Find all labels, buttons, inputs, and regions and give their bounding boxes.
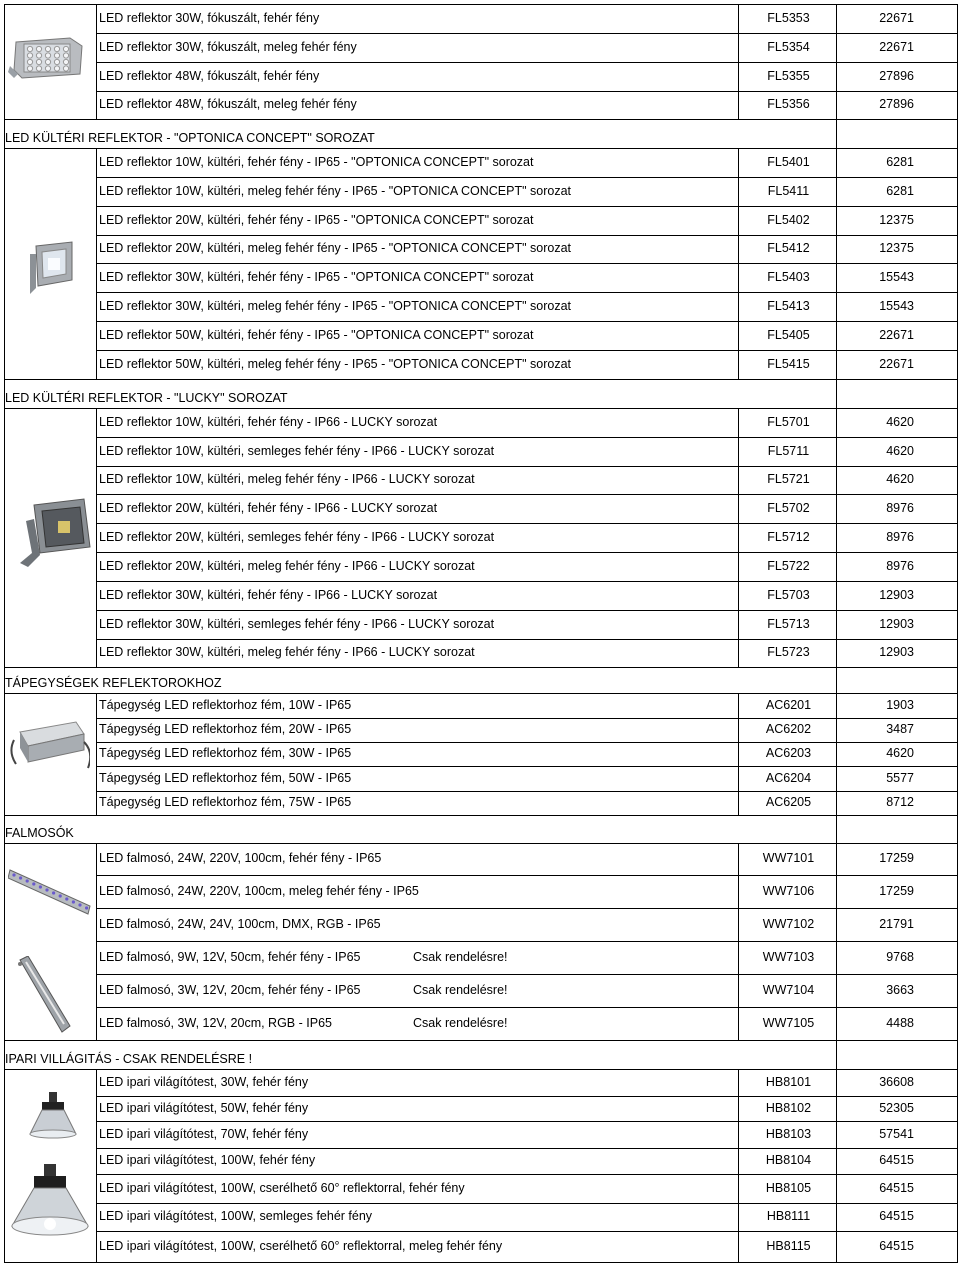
grid-line	[957, 148, 958, 380]
product-code: WW7106	[762, 884, 815, 898]
product-description: LED reflektor 30W, fókuszált, fehér fény	[99, 11, 320, 25]
product-description: LED falmosó, 24W, 220V, 100cm, meleg fehér fény - IP65	[99, 884, 419, 898]
product-price: 4488	[886, 1016, 914, 1030]
grid-line	[96, 437, 958, 438]
grid-line	[4, 119, 958, 120]
grid-line	[96, 693, 97, 816]
grid-line	[957, 408, 958, 668]
grid-line	[96, 177, 958, 178]
product-description: LED reflektor 48W, fókuszált, meleg fehér fény	[99, 97, 357, 111]
product-code: FL5413	[767, 299, 810, 313]
grid-line	[957, 1040, 958, 1070]
product-description: LED falmosó, 24W, 220V, 100cm, fehér fény - IP65	[99, 851, 382, 865]
product-code: AC6202	[765, 722, 812, 736]
grid-line	[96, 766, 958, 767]
product-price: 3663	[886, 983, 914, 997]
grid-line	[96, 639, 958, 640]
grid-line	[957, 379, 958, 409]
grid-line	[957, 119, 958, 149]
product-price: 6281	[886, 155, 914, 169]
grid-line	[738, 148, 739, 380]
product-description: LED ipari világítótest, 50W, fehér fény	[99, 1101, 309, 1115]
grid-line	[96, 148, 97, 380]
product-code: FL5703	[767, 588, 810, 602]
grid-line	[96, 1203, 958, 1204]
product-price: 22671	[879, 11, 914, 25]
product-description: LED ipari világítótest, 70W, fehér fény	[99, 1127, 309, 1141]
product-code: FL5701	[767, 415, 810, 429]
product-description: LED reflektor 10W, kültéri, semleges fehér fény - IP66 - LUCKY sorozat	[99, 444, 495, 458]
product-price: 8976	[886, 559, 914, 573]
product-description: LED reflektor 20W, kültéri, fehér fény - IP65 - "OPTONICA CONCEPT" sorozat	[99, 213, 534, 227]
grid-line	[4, 408, 958, 409]
grid-line	[96, 941, 958, 942]
product-code: WW7103	[762, 950, 815, 964]
grid-line	[96, 581, 958, 582]
product-description: LED ipari világítótest, 100W, cserélhető 60° reflektorral, fehér fény	[99, 1181, 465, 1195]
product-code: HB8102	[765, 1101, 812, 1115]
product-code: WW7101	[762, 851, 815, 865]
product-price: 12375	[879, 241, 914, 255]
power-supply-image	[10, 712, 90, 774]
grid-line	[738, 843, 739, 1041]
product-description: LED ipari világítótest, 100W, fehér fény	[99, 1153, 316, 1167]
product-price: 21791	[879, 917, 914, 931]
product-description: LED falmosó, 3W, 12V, 20cm, fehér fény - IP65	[99, 983, 361, 997]
grid-line	[96, 552, 958, 553]
product-code: FL5713	[767, 617, 810, 631]
grid-line	[4, 1069, 958, 1070]
product-description: LED reflektor 30W, kültéri, meleg fehér fény - IP65 - "OPTONICA CONCEPT" sorozat	[99, 299, 571, 313]
floodlight-image	[8, 34, 88, 80]
grid-line	[96, 235, 958, 236]
grid-line	[96, 742, 958, 743]
product-code: AC6203	[765, 746, 812, 760]
product-description: LED reflektor 30W, fókuszált, meleg fehér fény	[99, 40, 357, 54]
product-code: HB8103	[765, 1127, 812, 1141]
product-price: 27896	[879, 69, 914, 83]
product-code: HB8115	[766, 1239, 811, 1253]
grid-line	[96, 206, 958, 207]
product-description: LED reflektor 48W, fókuszált, fehér fény	[99, 69, 320, 83]
grid-line	[836, 379, 837, 409]
product-code: FL5405	[767, 328, 810, 342]
product-price: 8976	[886, 501, 914, 515]
product-price: 22671	[879, 40, 914, 54]
product-description: LED ipari világítótest, 100W, cserélhető 60° reflektorral, meleg fehér fény	[99, 1239, 503, 1253]
product-price: 4620	[886, 472, 914, 486]
product-description: Tápegység LED reflektorhoz fém, 50W - IP65	[99, 771, 352, 785]
product-code: HB8104	[765, 1153, 812, 1167]
wall-washer-image	[16, 956, 74, 1036]
product-code: FL5412	[767, 241, 810, 255]
product-code: WW7104	[762, 983, 815, 997]
grid-line	[96, 263, 958, 264]
grid-line	[4, 693, 958, 694]
product-description: LED reflektor 30W, kültéri, semleges fehér fény - IP66 - LUCKY sorozat	[99, 617, 495, 631]
grid-line	[96, 408, 97, 668]
product-code: FL5702	[767, 501, 810, 515]
product-description: Tápegység LED reflektorhoz fém, 30W - IP65	[99, 746, 352, 760]
grid-line	[96, 791, 958, 792]
grid-line	[4, 379, 958, 380]
floodlight-image	[14, 497, 94, 573]
order-note: Csak rendelésre!	[413, 950, 508, 964]
product-description: Tápegység LED reflektorhoz fém, 10W - IP65	[99, 698, 352, 712]
grid-line	[96, 718, 958, 719]
product-description: LED ipari világítótest, 100W, semleges fehér fény	[99, 1209, 373, 1223]
product-code: FL5411	[767, 184, 810, 198]
product-price: 64515	[879, 1153, 914, 1167]
product-price: 15543	[879, 270, 914, 284]
grid-line	[4, 843, 5, 1041]
product-code: FL5712	[767, 530, 810, 544]
product-price: 12903	[879, 617, 914, 631]
section-title: TÁPEGYSÉGEK REFLEKTOROKHOZ	[5, 676, 222, 690]
grid-line	[96, 1174, 958, 1175]
grid-line	[96, 523, 958, 524]
product-code: FL5353	[767, 11, 810, 25]
product-price: 64515	[879, 1209, 914, 1223]
product-price: 12903	[879, 588, 914, 602]
product-price: 12375	[879, 213, 914, 227]
grid-line	[4, 693, 5, 816]
grid-line	[96, 292, 958, 293]
product-code: FL5356	[767, 97, 810, 111]
grid-line	[4, 1069, 5, 1263]
product-price: 8976	[886, 530, 914, 544]
product-price: 8712	[886, 795, 914, 809]
product-code: AC6204	[765, 771, 812, 785]
grid-line	[836, 815, 837, 844]
product-code: WW7105	[762, 1016, 815, 1030]
product-description: LED falmosó, 24W, 24V, 100cm, DMX, RGB - IP65	[99, 917, 381, 931]
grid-line	[4, 815, 958, 816]
grid-line	[957, 843, 958, 1041]
grid-line	[836, 119, 837, 149]
grid-line	[836, 843, 837, 1041]
grid-line	[738, 693, 739, 816]
grid-line	[4, 4, 5, 120]
grid-line	[96, 875, 958, 876]
grid-line	[96, 908, 958, 909]
grid-line	[738, 408, 739, 668]
product-description: LED reflektor 30W, kültéri, meleg fehér fény - IP66 - LUCKY sorozat	[99, 645, 475, 659]
product-code: FL5402	[767, 213, 810, 227]
product-description: LED reflektor 50W, kültéri, fehér fény - IP65 - "OPTONICA CONCEPT" sorozat	[99, 328, 534, 342]
product-price: 4620	[886, 746, 914, 760]
grid-line	[4, 408, 5, 668]
grid-line	[4, 1262, 958, 1263]
grid-line	[4, 148, 958, 149]
product-price: 22671	[879, 328, 914, 342]
grid-line	[96, 1121, 958, 1122]
product-price: 12903	[879, 645, 914, 659]
product-price: 1903	[886, 698, 914, 712]
product-code: HB8105	[765, 1181, 812, 1195]
product-description: Tápegység LED reflektorhoz fém, 75W - IP65	[99, 795, 352, 809]
grid-line	[96, 843, 97, 1041]
product-description: LED reflektor 50W, kültéri, meleg fehér fény - IP65 - "OPTONICA CONCEPT" sorozat	[99, 357, 571, 371]
product-code: FL5401	[767, 155, 810, 169]
grid-line	[957, 667, 958, 694]
grid-line	[4, 148, 5, 380]
product-description: LED ipari világítótest, 30W, fehér fény	[99, 1075, 309, 1089]
grid-line	[4, 843, 958, 844]
product-price: 17259	[879, 851, 914, 865]
product-code: WW7102	[762, 917, 815, 931]
grid-line	[96, 350, 958, 351]
grid-line	[96, 321, 958, 322]
grid-line	[96, 974, 958, 975]
product-description: LED reflektor 30W, kültéri, fehér fény - IP66 - LUCKY sorozat	[99, 588, 438, 602]
grid-line	[4, 1040, 958, 1041]
grid-line	[96, 91, 958, 92]
product-code: FL5355	[767, 69, 810, 83]
product-price: 15543	[879, 299, 914, 313]
section-title: IPARI VILLÁGITÁS - CSAK RENDELÉSRE !	[5, 1052, 253, 1066]
product-code: FL5403	[767, 270, 810, 284]
product-code: FL5354	[767, 40, 810, 54]
order-note: Csak rendelésre!	[413, 983, 508, 997]
product-price: 9768	[886, 950, 914, 964]
product-code: AC6201	[765, 698, 812, 712]
product-description: LED reflektor 20W, kültéri, meleg fehér fény - IP66 - LUCKY sorozat	[99, 559, 475, 573]
product-description: LED reflektor 30W, kültéri, fehér fény - IP65 - "OPTONICA CONCEPT" sorozat	[99, 270, 534, 284]
product-description: LED reflektor 10W, kültéri, fehér fény - IP65 - "OPTONICA CONCEPT" sorozat	[99, 155, 534, 169]
grid-line	[957, 815, 958, 844]
grid-line	[738, 1069, 739, 1263]
product-code: FL5722	[767, 559, 810, 573]
product-code: FL5723	[767, 645, 810, 659]
product-description: LED reflektor 20W, kültéri, semleges fehér fény - IP66 - LUCKY sorozat	[99, 530, 495, 544]
product-price: 27896	[879, 97, 914, 111]
grid-line	[957, 1069, 958, 1263]
product-price: 52305	[879, 1101, 914, 1115]
product-price: 6281	[886, 184, 914, 198]
product-price: 22671	[879, 357, 914, 371]
product-description: LED reflektor 10W, kültéri, fehér fény - IP66 - LUCKY sorozat	[99, 415, 438, 429]
wall-washer-image	[8, 862, 92, 918]
section-title: LED KÜLTÉRI REFLEKTOR - "OPTONICA CONCEPT" SOROZAT	[5, 131, 375, 145]
grid-line	[4, 667, 958, 668]
floodlight-image	[26, 240, 76, 296]
grid-line	[836, 1040, 837, 1070]
product-description: LED reflektor 20W, kültéri, meleg fehér fény - IP65 - "OPTONICA CONCEPT" sorozat	[99, 241, 571, 255]
high-bay-lamp-image	[10, 1162, 90, 1240]
grid-line	[96, 33, 958, 34]
grid-line	[96, 1231, 958, 1232]
grid-line	[4, 4, 958, 5]
product-code: FL5721	[767, 472, 810, 486]
product-description: LED reflektor 20W, kültéri, fehér fény - IP66 - LUCKY sorozat	[99, 501, 438, 515]
section-title: LED KÜLTÉRI REFLEKTOR - "LUCKY" SOROZAT	[5, 391, 288, 405]
grid-line	[96, 494, 958, 495]
grid-line	[96, 1096, 958, 1097]
grid-line	[96, 466, 958, 467]
product-code: FL5711	[767, 444, 810, 458]
product-price: 4620	[886, 415, 914, 429]
section-title: FALMOSÓK	[5, 826, 74, 840]
high-bay-lamp-image	[28, 1090, 78, 1140]
product-price: 3487	[886, 722, 914, 736]
product-code: HB8101	[765, 1075, 812, 1089]
product-price: 64515	[879, 1181, 914, 1195]
grid-line	[96, 1148, 958, 1149]
grid-line	[96, 62, 958, 63]
product-price: 5577	[886, 771, 914, 785]
grid-line	[96, 1069, 97, 1263]
product-price: 36608	[879, 1075, 914, 1089]
grid-line	[96, 1007, 958, 1008]
grid-line	[957, 693, 958, 816]
product-description: LED reflektor 10W, kültéri, meleg fehér fény - IP66 - LUCKY sorozat	[99, 472, 475, 486]
product-description: LED falmosó, 9W, 12V, 50cm, fehér fény - IP65	[99, 950, 361, 964]
product-description: LED reflektor 10W, kültéri, meleg fehér fény - IP65 - "OPTONICA CONCEPT" sorozat	[99, 184, 571, 198]
product-price: 57541	[879, 1127, 914, 1141]
product-description: Tápegység LED reflektorhoz fém, 20W - IP65	[99, 722, 352, 736]
product-price: 17259	[879, 884, 914, 898]
order-note: Csak rendelésre!	[413, 1016, 508, 1030]
product-description: LED falmosó, 3W, 12V, 20cm, RGB - IP65	[99, 1016, 332, 1030]
product-code: HB8111	[766, 1209, 811, 1223]
product-price: 64515	[879, 1239, 914, 1253]
grid-line	[96, 610, 958, 611]
product-code: AC6205	[765, 795, 812, 809]
product-code: FL5415	[767, 357, 810, 371]
grid-line	[836, 667, 837, 694]
product-price: 4620	[886, 444, 914, 458]
